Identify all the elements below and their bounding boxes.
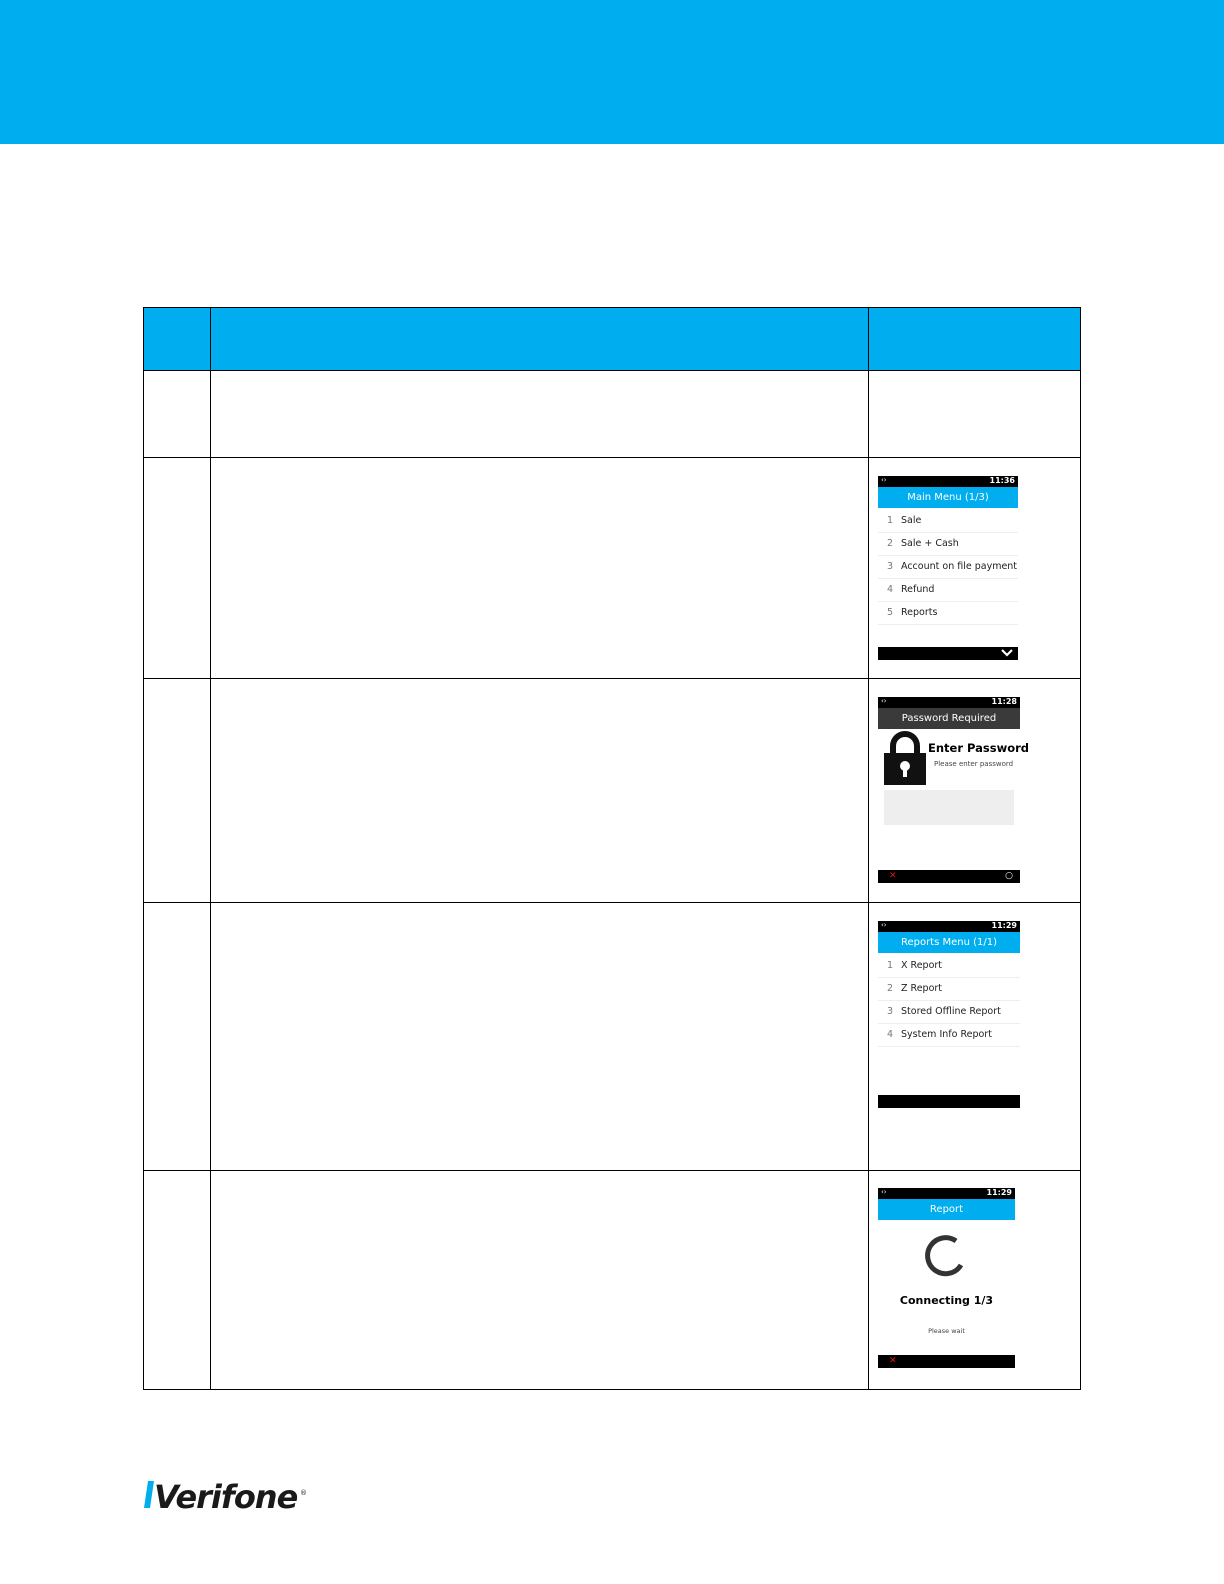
- menu-item-reports[interactable]: 5 Reports: [878, 602, 1018, 625]
- menu-item-account-on-file[interactable]: 3 Account on file payment: [878, 556, 1018, 579]
- action-cell: [211, 903, 869, 1171]
- menu-item-sale[interactable]: 1 Sale: [878, 510, 1018, 533]
- report-status: Connecting 1/3: [899, 1294, 994, 1307]
- table-row: [144, 1171, 1081, 1390]
- cancel-icon[interactable]: ✕: [889, 1356, 897, 1366]
- action-cell: [211, 458, 869, 679]
- report-screen: [878, 1188, 1015, 1370]
- report-subtext: Please wait: [928, 1327, 965, 1335]
- menu-item-refund[interactable]: 4 Refund: [878, 579, 1018, 602]
- header-step-cell: [144, 308, 211, 371]
- menu-item-sale-cash[interactable]: 2 Sale + Cash: [878, 533, 1018, 556]
- step-cell: [144, 903, 211, 1171]
- header-action-cell: [211, 308, 869, 371]
- logo-text: Verifone: [154, 1478, 298, 1516]
- screen-cell: [869, 371, 1081, 458]
- cancel-icon[interactable]: ✕: [889, 871, 897, 881]
- step-cell: [144, 1171, 211, 1390]
- menu-item-x-report[interactable]: 1 X Report: [878, 955, 1020, 978]
- menu-item-stored-offline-report[interactable]: 3 Stored Offline Report: [878, 1001, 1020, 1024]
- signal-icon: ‹›: [881, 921, 887, 929]
- signal-icon: ‹›: [881, 1188, 887, 1196]
- spinner-icon: [923, 1233, 967, 1277]
- header-screen-cell: [869, 308, 1081, 371]
- clock: 11:36: [989, 476, 1015, 485]
- step-cell: [144, 458, 211, 679]
- step-cell: [144, 679, 211, 903]
- table-row: [144, 903, 1081, 1171]
- screen-cell: [869, 679, 1081, 903]
- main-menu-screen: [878, 476, 1018, 661]
- chevron-down-icon[interactable]: [1000, 648, 1014, 658]
- confirm-icon[interactable]: ○: [1005, 871, 1013, 881]
- action-cell: [211, 371, 869, 458]
- table-header-row: [144, 308, 1081, 371]
- screen-title: Main Menu (1/3): [878, 487, 1018, 508]
- step-cell: [144, 371, 211, 458]
- table-row: [144, 371, 1081, 458]
- bottom-bar: [878, 1095, 1020, 1108]
- screen-cell: [869, 458, 1081, 679]
- password-subtext: Please enter password: [934, 760, 1014, 768]
- bottom-bar: [878, 647, 1018, 660]
- clock: 11:28: [991, 697, 1017, 706]
- bottom-bar: [878, 1355, 1015, 1368]
- status-bar: [878, 476, 1018, 487]
- clock: 11:29: [986, 1188, 1012, 1197]
- steps-table: [143, 307, 1081, 1390]
- logo-accent-stroke: [144, 1481, 154, 1508]
- signal-icon: ‹›: [881, 697, 887, 705]
- screen-title: Reports Menu (1/1): [878, 932, 1020, 953]
- menu-item-system-info-report[interactable]: 4 System Info Report: [878, 1024, 1020, 1047]
- status-bar: [878, 697, 1020, 708]
- screen-cell: [869, 1171, 1081, 1390]
- clock: 11:29: [991, 921, 1017, 930]
- header-band: [0, 0, 1224, 144]
- screen-cell: [869, 903, 1081, 1171]
- lock-icon: [882, 731, 928, 787]
- logo-registered-mark: ®: [300, 1489, 307, 1497]
- verifone-logo: [142, 1475, 312, 1523]
- action-cell: [211, 679, 869, 903]
- table-row: [144, 679, 1081, 903]
- reports-menu-screen: [878, 921, 1020, 1111]
- status-bar: [878, 921, 1020, 932]
- password-screen: [878, 697, 1030, 885]
- password-heading: Enter Password: [928, 741, 1030, 755]
- menu-item-z-report[interactable]: 2 Z Report: [878, 978, 1020, 1001]
- screen-title: Password Required: [878, 708, 1020, 729]
- screen-title: Report: [878, 1199, 1015, 1220]
- password-input[interactable]: [884, 790, 1014, 825]
- signal-icon: ‹›: [881, 476, 887, 484]
- bottom-bar: [878, 870, 1020, 883]
- action-cell: [211, 1171, 869, 1390]
- table-row: [144, 458, 1081, 679]
- status-bar: [878, 1188, 1015, 1199]
